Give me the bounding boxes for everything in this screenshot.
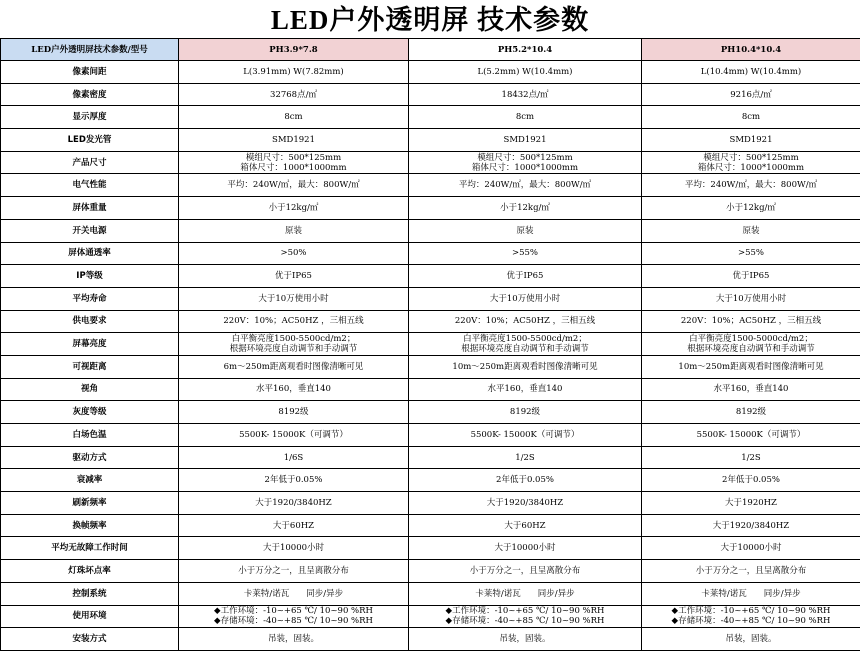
table-row	[1, 287, 860, 310]
spec-value-cell: 1/2S	[642, 446, 860, 469]
spec-value-cell: 大于1920HZ	[642, 492, 860, 515]
spec-value-cell: SMD1921	[179, 129, 409, 152]
spec-value-cell: 大于1920/3840HZ	[642, 514, 860, 537]
spec-table	[0, 38, 860, 651]
spec-value-cell: 卡莱特/诺瓦 同步/异步	[642, 582, 860, 605]
spec-value-cell: 220V：10%；AC50HZ ，三相五线	[642, 310, 860, 333]
spec-value-cell: 水平160，垂直140	[409, 378, 642, 401]
spec-value-cell: 大于1920/3840HZ	[179, 492, 409, 515]
row-label: 平均无故障工作时间	[1, 537, 179, 560]
spec-value-cell: 原装	[642, 219, 860, 242]
row-label: 灯珠坏点率	[1, 560, 179, 583]
row-label: IP等级	[1, 265, 179, 288]
spec-value-cell: 平均：240W/㎡，最大：800W/㎡	[409, 174, 642, 197]
spec-value-cell: 卡莱特/诺瓦 同步/异步	[179, 582, 409, 605]
spec-value-cell: 大于10000小时	[409, 537, 642, 560]
spec-value-cell	[409, 333, 642, 356]
spec-value-cell: 2年低于0.05%	[179, 469, 409, 492]
model-header-cell: PH3.9*7.8	[179, 39, 409, 61]
spec-value-cell: 1/2S	[409, 446, 642, 469]
spec-value-cell	[642, 151, 860, 174]
spec-value-cell: L(10.4mm) W(10.4mm)	[642, 61, 860, 84]
table-header-row	[1, 39, 860, 61]
row-label: 驱动方式	[1, 446, 179, 469]
spec-value-line: 箱体尺寸：1000*1000mm	[411, 163, 639, 173]
spec-value-line: 根据环境亮度自动调节和手动调节	[411, 344, 639, 354]
row-label: 像素间距	[1, 61, 179, 84]
table-row	[1, 560, 860, 583]
spec-value-line: 根据环境亮度自动调节和手动调节	[644, 344, 858, 354]
table-row	[1, 378, 860, 401]
spec-value-line: 白平衡亮度1500-5500cd/m2；	[181, 334, 406, 344]
spec-value-cell	[179, 333, 409, 356]
spec-value-cell: 8192级	[179, 401, 409, 424]
spec-value-cell: 大于10万使用小时	[409, 287, 642, 310]
spec-value-cell: >55%	[409, 242, 642, 265]
spec-value-cell: 32768点/㎡	[179, 83, 409, 106]
table-row	[1, 628, 860, 651]
spec-value-cell: 水平160，垂直140	[642, 378, 860, 401]
spec-value-cell: 水平160，垂直140	[179, 378, 409, 401]
spec-value-line: 模组尺寸：500*125mm	[181, 153, 406, 163]
spec-value-cell: 大于10万使用小时	[179, 287, 409, 310]
spec-value-cell: 6m～250m距离观看时图像清晰可见	[179, 355, 409, 378]
table-row	[1, 129, 860, 152]
spec-value-cell	[642, 605, 860, 628]
table-row	[1, 83, 860, 106]
spec-value-cell: 大于60HZ	[179, 514, 409, 537]
spec-value-cell: 10m～250m距离观看时图像清晰可见	[642, 355, 860, 378]
table-row	[1, 582, 860, 605]
spec-value-line: 箱体尺寸：1000*1000mm	[181, 163, 406, 173]
spec-value-cell	[179, 605, 409, 628]
spec-value-cell: >55%	[642, 242, 860, 265]
row-label: 像素密度	[1, 83, 179, 106]
spec-value-cell: 2年低于0.05%	[409, 469, 642, 492]
spec-value-line: 模组尺寸：500*125mm	[411, 153, 639, 163]
row-label: 屏幕亮度	[1, 333, 179, 356]
table-row	[1, 61, 860, 84]
spec-value-cell	[409, 151, 642, 174]
spec-value-line: ◆工作环境：-10~+65 ℃/ 10~90 %RH	[411, 606, 639, 616]
table-row	[1, 355, 860, 378]
spec-value-cell	[642, 333, 860, 356]
row-label: 屏体通透率	[1, 242, 179, 265]
spec-value-cell: SMD1921	[409, 129, 642, 152]
spec-value-line: ◆存储环境：-40~+85 ℃/ 10~90 %RH	[411, 616, 639, 626]
row-label: 开关电源	[1, 219, 179, 242]
table-row	[1, 197, 860, 220]
model-header-cell: PH10.4*10.4	[642, 39, 860, 61]
table-row	[1, 469, 860, 492]
row-label: 供电要求	[1, 310, 179, 333]
spec-value-cell: 10m～250m距离观看时图像清晰可见	[409, 355, 642, 378]
spec-value-cell: 8cm	[642, 106, 860, 129]
page-title: LED户外透明屏 技术参数	[0, 0, 860, 38]
spec-value-cell: 5500K- 15000K（可调节）	[642, 424, 860, 447]
spec-value-cell	[179, 151, 409, 174]
row-label: 平均寿命	[1, 287, 179, 310]
spec-value-cell: 18432点/㎡	[409, 83, 642, 106]
row-label: 刷新频率	[1, 492, 179, 515]
row-label: 电气性能	[1, 174, 179, 197]
table-row	[1, 106, 860, 129]
spec-value-line: 根据环境亮度自动调节和手动调节	[181, 344, 406, 354]
row-label: 视角	[1, 378, 179, 401]
spec-value-cell: 小于万分之一，且呈离散分布	[409, 560, 642, 583]
table-row	[1, 219, 860, 242]
spec-value-line: ◆存储环境：-40~+85 ℃/ 10~90 %RH	[181, 616, 406, 626]
spec-value-cell: 8192级	[642, 401, 860, 424]
row-label: 屏体重量	[1, 197, 179, 220]
table-row	[1, 514, 860, 537]
spec-value-cell: 吊装，固装。	[409, 628, 642, 651]
spec-value-cell: 大于10000小时	[179, 537, 409, 560]
table-row	[1, 310, 860, 333]
spec-value-cell: 平均：240W/㎡，最大：800W/㎡	[179, 174, 409, 197]
spec-value-cell: 大于60HZ	[409, 514, 642, 537]
table-row	[1, 605, 860, 628]
row-label: 白场色温	[1, 424, 179, 447]
spec-value-cell: 小于万分之一，且呈离散分布	[179, 560, 409, 583]
spec-value-cell: L(3.91mm) W(7.82mm)	[179, 61, 409, 84]
spec-value-cell: 吊装，固装。	[642, 628, 860, 651]
spec-value-cell: 优于IP65	[642, 265, 860, 288]
row-label: 控制系统	[1, 582, 179, 605]
spec-value-cell: 8cm	[179, 106, 409, 129]
spec-value-cell: 吊装，固装。	[179, 628, 409, 651]
row-label: 换帧频率	[1, 514, 179, 537]
spec-value-cell: >50%	[179, 242, 409, 265]
spec-value-cell: L(5.2mm) W(10.4mm)	[409, 61, 642, 84]
row-label: 可视距离	[1, 355, 179, 378]
spec-value-cell: 优于IP65	[409, 265, 642, 288]
table-row	[1, 333, 860, 356]
spec-value-cell: 5500K- 15000K（可调节）	[179, 424, 409, 447]
row-label: LED发光管	[1, 129, 179, 152]
table-row	[1, 401, 860, 424]
spec-value-cell: 优于IP65	[179, 265, 409, 288]
table-row	[1, 446, 860, 469]
spec-value-line: 箱体尺寸：1000*1000mm	[644, 163, 858, 173]
spec-value-line: ◆工作环境：-10~+65 ℃/ 10~90 %RH	[181, 606, 406, 616]
row-label: 灰度等级	[1, 401, 179, 424]
table-row	[1, 151, 860, 174]
spec-value-cell: 2年低于0.05%	[642, 469, 860, 492]
spec-value-cell: 平均：240W/㎡，最大：800W/㎡	[642, 174, 860, 197]
spec-value-cell: 5500K- 15000K（可调节）	[409, 424, 642, 447]
spec-value-cell: 小于12kg/㎡	[179, 197, 409, 220]
spec-value-cell: 9216点/㎡	[642, 83, 860, 106]
spec-value-cell: 小于12kg/㎡	[409, 197, 642, 220]
spec-value-cell: 小于12kg/㎡	[642, 197, 860, 220]
row-label: 衰减率	[1, 469, 179, 492]
spec-value-cell: 220V：10%；AC50HZ ，三相五线	[179, 310, 409, 333]
spec-value-cell: 220V：10%；AC50HZ ，三相五线	[409, 310, 642, 333]
spec-value-cell: 1/6S	[179, 446, 409, 469]
table-row	[1, 537, 860, 560]
spec-value-line: ◆工作环境：-10~+65 ℃/ 10~90 %RH	[644, 606, 858, 616]
spec-value-cell	[409, 605, 642, 628]
row-label: 显示厚度	[1, 106, 179, 129]
table-row	[1, 265, 860, 288]
spec-value-cell: 8cm	[409, 106, 642, 129]
row-label: 使用环境	[1, 605, 179, 628]
spec-value-cell: SMD1921	[642, 129, 860, 152]
spec-value-line: 白平衡亮度1500-5500cd/m2；	[411, 334, 639, 344]
header-label-cell: LED户外透明屏技术参数/型号	[1, 39, 179, 61]
spec-value-cell: 大于10万使用小时	[642, 287, 860, 310]
spec-value-cell: 8192级	[409, 401, 642, 424]
row-label: 产品尺寸	[1, 151, 179, 174]
table-row	[1, 242, 860, 265]
spec-value-line: 白平衡亮度1500-5000cd/m2；	[644, 334, 858, 344]
spec-value-cell: 大于10000小时	[642, 537, 860, 560]
spec-value-line: 模组尺寸：500*125mm	[644, 153, 858, 163]
table-row	[1, 424, 860, 447]
table-row	[1, 174, 860, 197]
spec-value-cell: 原装	[409, 219, 642, 242]
spec-value-cell: 原装	[179, 219, 409, 242]
row-label: 安装方式	[1, 628, 179, 651]
model-header-cell: PH5.2*10.4	[409, 39, 642, 61]
spec-value-cell: 小于万分之一，且呈离散分布	[642, 560, 860, 583]
spec-value-line: ◆存储环境：-40~+85 ℃/ 10~90 %RH	[644, 616, 858, 626]
spec-value-cell: 大于1920/3840HZ	[409, 492, 642, 515]
spec-value-cell: 卡莱特/诺瓦 同步/异步	[409, 582, 642, 605]
table-row	[1, 492, 860, 515]
